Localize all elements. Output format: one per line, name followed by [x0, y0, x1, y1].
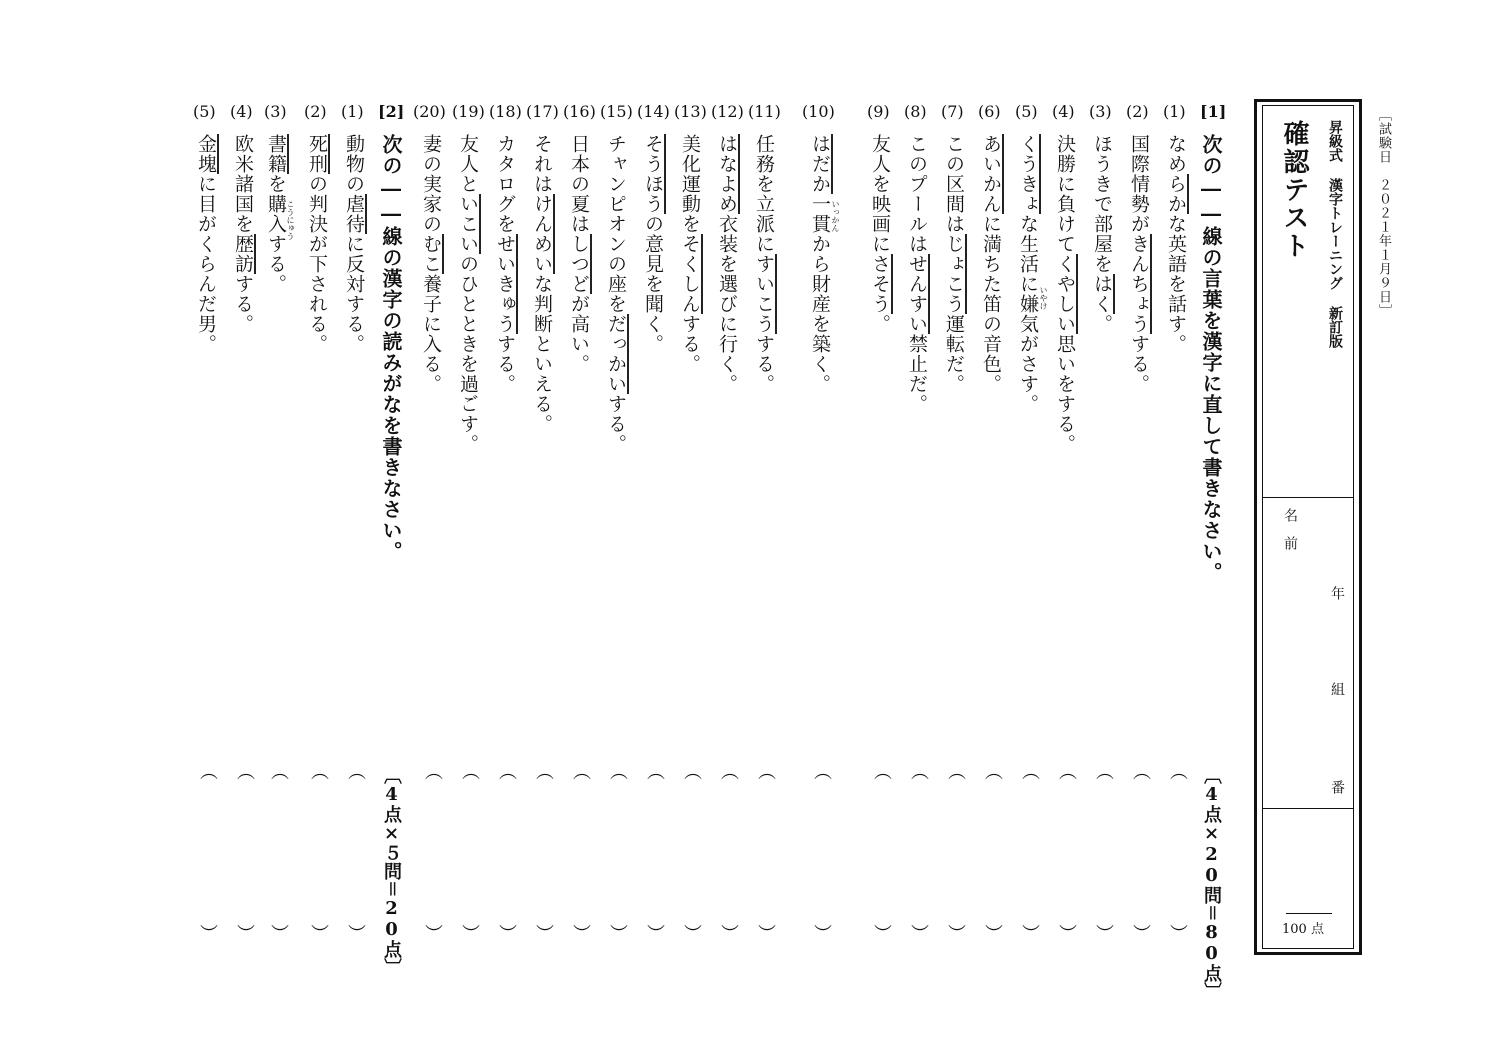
question-16: 日本の夏はしつどが高い。	[568, 134, 590, 374]
question-number: (7)	[941, 102, 964, 121]
name-label: 名 前	[1282, 508, 1298, 550]
answer-box-19[interactable]: （ ）	[459, 762, 480, 942]
reading-answer-box-2[interactable]: （ ）	[308, 762, 329, 942]
question-number: (5)	[193, 102, 216, 121]
answer-box-17[interactable]: （ ）	[533, 762, 554, 942]
question-15: チャンピオンの座をだっかいする。	[605, 134, 627, 454]
year-label: 年	[1329, 586, 1345, 600]
question-number: (11)	[748, 102, 781, 121]
answer-box-5[interactable]: （ ）	[1019, 762, 1040, 942]
question-number: (17)	[526, 102, 559, 121]
answer-box-10[interactable]: （ ）	[811, 762, 832, 942]
answer-box-3[interactable]: （ ）	[1093, 762, 1114, 942]
answer-box-4[interactable]: （ ）	[1056, 762, 1077, 942]
question-11: 任務を立派にすいこうする。	[753, 134, 775, 394]
question-2: 国際情勢がきんちょうする。	[1128, 134, 1150, 394]
question-number: (9)	[867, 102, 890, 121]
question-number: (3)	[1089, 102, 1112, 121]
reading-answer-box-5[interactable]: （ ）	[197, 762, 218, 942]
reading-question-4: 欧米諸国を歴訪する。	[232, 134, 254, 334]
question-10: はだか一貫から財産を築く。	[809, 134, 831, 394]
answer-box-13[interactable]: （ ）	[681, 762, 702, 942]
question-number: (1)	[341, 102, 364, 121]
question-number: (4)	[1052, 102, 1075, 121]
answer-box-9[interactable]: （ ）	[871, 762, 892, 942]
section2-points: 〔4点×５問＝20点〕	[381, 766, 402, 976]
total-score-label: 100 点	[1282, 922, 1324, 937]
answer-box-14[interactable]: （ ）	[644, 762, 665, 942]
question-number: (2)	[1126, 102, 1149, 121]
section1-points: 〔4点×20問＝80点〕	[1201, 766, 1222, 1000]
answer-box-11[interactable]: （ ）	[755, 762, 776, 942]
reading-answer-box-4[interactable]: （ ）	[234, 762, 255, 942]
question-number: (3)	[264, 102, 287, 121]
question-4: 決勝に負けてくやしい思いをする。	[1054, 134, 1076, 454]
question-17: それはけんめいな判断といえる。	[531, 134, 553, 434]
answer-box-6[interactable]: （ ）	[982, 762, 1003, 942]
question-number: (6)	[978, 102, 1001, 121]
question-number: (16)	[563, 102, 596, 121]
reading-question-2: 死刑の判決が下される。	[306, 134, 328, 354]
question-number: (15)	[600, 102, 633, 121]
header-divider-bottom	[1262, 808, 1354, 809]
furigana-kounyuu: こうにゅう	[286, 200, 295, 240]
score-line	[1286, 913, 1332, 914]
question-7: この区間はじょこう運転だ。	[943, 134, 965, 394]
question-19: 友人といこいのひとときを過ごす。	[457, 134, 479, 454]
question-1: なめらかな英語を話す。	[1165, 134, 1187, 354]
question-number: (13)	[674, 102, 707, 121]
question-12: はなよめ衣装を選びに行く。	[716, 134, 738, 394]
question-number: (5)	[1015, 102, 1038, 121]
section1-instruction: 次の――線の言葉を漢字に直して書きなさい。	[1199, 134, 1223, 583]
question-number: (14)	[637, 102, 670, 121]
page-title: 確認テスト	[1279, 120, 1309, 260]
section2-label: [2]	[378, 102, 405, 121]
answer-box-18[interactable]: （ ）	[496, 762, 517, 942]
question-6: あいかんに満ちた笛の音色。	[980, 134, 1002, 394]
section2-instruction: 次の――線の漢字の読みがなを書きなさい。	[379, 134, 403, 562]
question-13: 美化運動をそくしんする。	[679, 134, 701, 374]
question-number: (19)	[452, 102, 485, 121]
answer-box-2[interactable]: （ ）	[1130, 762, 1151, 942]
reading-answer-box-1[interactable]: （ ）	[345, 762, 366, 942]
question-number: (12)	[711, 102, 744, 121]
question-number: (10)	[802, 102, 835, 121]
series-title: 昇級式 漢字トレーニング 新訂版	[1327, 120, 1343, 348]
answer-box-7[interactable]: （ ）	[945, 762, 966, 942]
furigana-ikkan: いっかん	[831, 200, 840, 232]
question-8: このプールはせんすい禁止だ。	[906, 134, 928, 414]
answer-box-8[interactable]: （ ）	[908, 762, 929, 942]
question-5: くうきょな生活に嫌気がさす。	[1017, 134, 1039, 414]
answer-box-1[interactable]: （ ）	[1167, 762, 1188, 942]
reading-question-3: 書籍を購入する。	[265, 134, 287, 294]
question-14: そうほうの意見を聞く。	[642, 134, 664, 354]
question-number: (8)	[904, 102, 927, 121]
answer-box-16[interactable]: （ ）	[570, 762, 591, 942]
reading-question-1: 動物の虐待に反対する。	[343, 134, 365, 354]
question-number: (2)	[304, 102, 327, 121]
number-label: 番	[1329, 780, 1345, 794]
reading-question-5: 金塊に目がくらんだ男。	[195, 134, 217, 354]
answer-box-20[interactable]: （ ）	[422, 762, 443, 942]
exam-date: ［試験日 ２０２１年１月９日］	[1376, 108, 1391, 318]
header-divider-top	[1262, 497, 1354, 498]
answer-box-15[interactable]: （ ）	[607, 762, 628, 942]
answer-box-12[interactable]: （ ）	[718, 762, 739, 942]
question-number: (1)	[1163, 102, 1186, 121]
reading-answer-box-3[interactable]: （ ）	[268, 762, 289, 942]
question-number: (18)	[489, 102, 522, 121]
question-number: (20)	[413, 102, 446, 121]
question-18: カタログをせいきゅうする。	[494, 134, 516, 394]
question-9: 友人を映画にさそう。	[869, 134, 891, 334]
question-number: (4)	[230, 102, 253, 121]
furigana-iyake: いやけ	[1039, 286, 1048, 310]
section1-label: [1]	[1200, 102, 1227, 121]
class-label: 組	[1329, 682, 1345, 696]
question-20: 妻の実家のむこ養子に入る。	[420, 134, 442, 394]
question-3: ほうきで部屋をはく。	[1091, 134, 1113, 334]
